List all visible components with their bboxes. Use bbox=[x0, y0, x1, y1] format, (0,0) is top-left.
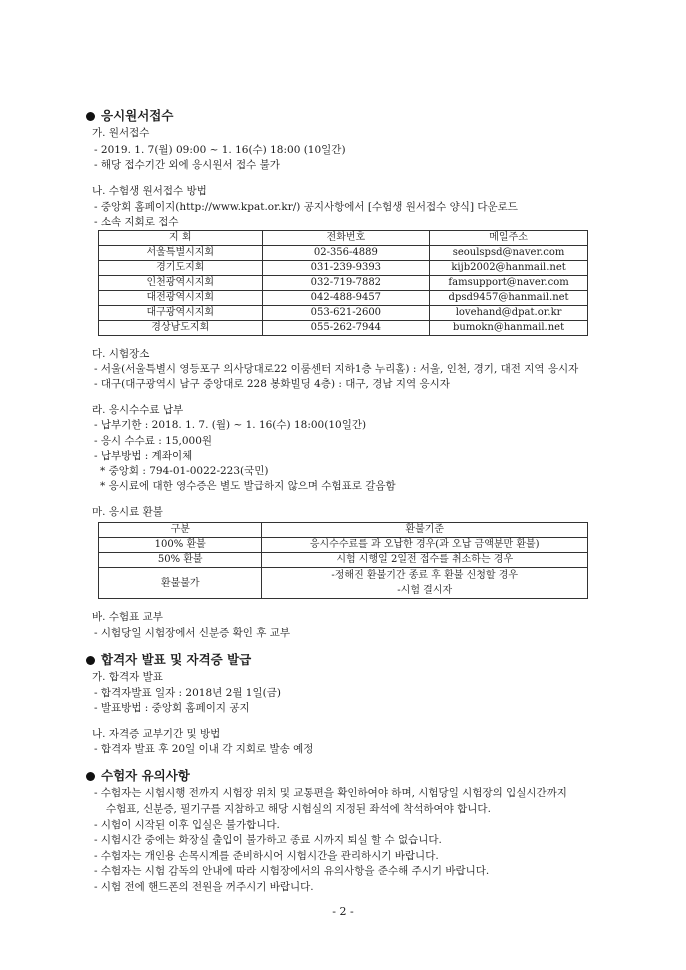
branch-phone: 02-356-4889 bbox=[262, 246, 430, 261]
subheading-method: 나. 수험생 원서접수 방법 bbox=[92, 185, 207, 197]
branch-phone: 032-719-7882 bbox=[262, 276, 430, 291]
refund-criteria: 시험 시행일 2일전 접수를 취소하는 경우 bbox=[262, 553, 588, 568]
table-row bbox=[99, 538, 588, 553]
section-title-application bbox=[86, 110, 173, 123]
subheading-fee: 라. 응시수수료 납부 bbox=[92, 404, 184, 416]
subheading-ticket: 바. 수험표 교부 bbox=[92, 611, 163, 623]
table-row bbox=[99, 291, 588, 306]
table-header-cell: 전화번호 bbox=[262, 231, 430, 246]
branch-name: 경상남도지회 bbox=[99, 321, 263, 336]
refund-criteria-line: -정해진 환불기간 종료 후 환불 신청할 경우 bbox=[331, 570, 519, 581]
table-row bbox=[99, 553, 588, 568]
branch-email: kijb2002@hanmail.net bbox=[430, 261, 588, 276]
list-item: - 시험시간 중에는 화장실 출입이 불가하고 종료 시까지 퇴실 할 수 없습니다. bbox=[94, 834, 442, 846]
table-header-cell: 환불기준 bbox=[262, 523, 588, 538]
list-item: - 수험자는 시험 감독의 안내에 따라 시험장에서의 유의사항을 준수해 주시기 바랍니다. bbox=[94, 865, 490, 877]
table-header-row bbox=[99, 231, 588, 246]
branch-name: 대구광역시지회 bbox=[99, 306, 263, 321]
list-item: - 수험자는 시험시행 전까지 시험장 위치 및 교통편을 확인하여야 하며, 시험당일 시험장의 입실시간까지 bbox=[94, 787, 567, 799]
refund-type: 50% 환불 bbox=[99, 553, 262, 568]
section-title-notices bbox=[86, 770, 190, 783]
branch-phone: 055-262-7944 bbox=[262, 321, 430, 336]
subheading-application: 가. 원서접수 bbox=[92, 127, 150, 139]
table-row bbox=[99, 276, 588, 291]
list-item: - 납부방법 : 계좌이체 bbox=[94, 450, 193, 462]
refund-table bbox=[98, 522, 588, 599]
list-item: - 해당 접수기간 외에 응시원서 접수 불가 bbox=[94, 159, 280, 171]
bullet-icon bbox=[86, 772, 95, 781]
table-row bbox=[99, 321, 588, 336]
section-title-text: 수험자 유의사항 bbox=[101, 768, 190, 783]
subheading-certificate: 나. 자격증 교부기간 및 방법 bbox=[92, 728, 221, 740]
refund-type: 환불불가 bbox=[99, 568, 262, 599]
branch-contact-table bbox=[98, 230, 588, 336]
table-row bbox=[99, 261, 588, 276]
list-item: - 대구(대구광역시 남구 중앙대로 228 봉화빌딩 4층) : 대구, 경남 지역 응시자 bbox=[94, 378, 450, 390]
list-item: - 서울(서울특별시 영등포구 의사당대로22 이룸센터 지하1층 누리홀) : 서울, 인천, 경기, 대전 지역 응시자 bbox=[94, 363, 579, 375]
branch-phone: 031-239-9393 bbox=[262, 261, 430, 276]
list-item: - 시험 전에 핸드폰의 전원을 꺼주시기 바랍니다. bbox=[94, 881, 314, 893]
list-item: - 합격자발표 일자 : 2018년 2월 1일(금) bbox=[94, 687, 281, 699]
refund-type: 100% 환불 bbox=[99, 538, 262, 553]
list-item: - 수험자는 개인용 손목시계를 준비하시어 시험시간을 관리하시기 바랍니다. bbox=[94, 850, 439, 862]
list-item: - 발표방법 : 중앙회 홈페이지 공지 bbox=[94, 702, 250, 714]
section-title-results bbox=[86, 654, 251, 667]
bullet-icon bbox=[86, 112, 95, 121]
subheading-announcement: 가. 합격자 발표 bbox=[92, 671, 163, 683]
branch-name: 경기도지회 bbox=[99, 261, 263, 276]
subheading-venue: 다. 시험장소 bbox=[92, 348, 150, 360]
table-header-cell: 지 회 bbox=[99, 231, 263, 246]
table-header-row bbox=[99, 523, 588, 538]
list-item: - 응시 수수료 : 15,000원 bbox=[94, 435, 213, 447]
section-title-text: 응시원서접수 bbox=[101, 108, 174, 123]
table-row bbox=[99, 246, 588, 261]
list-item: - 합격자 발표 후 20일 이내 각 지회로 발송 예정 bbox=[94, 743, 314, 755]
list-item: - 시험이 시작된 이후 입실은 불가합니다. bbox=[94, 819, 280, 831]
branch-name: 서울특별시지회 bbox=[99, 246, 263, 261]
section-title-text: 합격자 발표 및 자격증 발급 bbox=[101, 652, 252, 667]
list-item: - 납부기한 : 2018. 1. 7. (월) ~ 1. 16(수) 18:00(10일간) bbox=[94, 419, 367, 431]
table-header-cell: 구분 bbox=[99, 523, 262, 538]
branch-email: seoulspsd@naver.com bbox=[430, 246, 588, 261]
note-item: * 응시료에 대한 영수증은 별도 발급하지 않으며 수험표로 갈음함 bbox=[100, 480, 396, 492]
list-item: - 소속 지회로 접수 bbox=[94, 216, 179, 228]
table-header-cell: 메일주소 bbox=[430, 231, 588, 246]
refund-criteria bbox=[262, 568, 588, 599]
list-item: - 시험당일 시험장에서 신분증 확인 후 교부 bbox=[94, 627, 291, 639]
branch-phone: 042-488-9457 bbox=[262, 291, 430, 306]
branch-name: 인천광역시지회 bbox=[99, 276, 263, 291]
note-item: * 중앙회 : 794-01-0022-223(국민) bbox=[100, 465, 269, 477]
list-item: 수험표, 신분증, 필기구를 지참하고 해당 시험실의 지정된 좌석에 착석하여야 합니다. bbox=[106, 803, 491, 815]
list-item: - 2019. 1. 7(월) 09:00 ~ 1. 16(수) 18:00 (10일간) bbox=[94, 144, 346, 156]
branch-name: 대전광역시지회 bbox=[99, 291, 263, 306]
bullet-icon bbox=[86, 656, 95, 665]
list-item: - 중앙회 홈페이지(http://www.kpat.or.kr/) 공지사항에서 [수험생 원서접수 양식] 다운로드 bbox=[94, 201, 518, 213]
branch-email: dpsd9457@hanmail.net bbox=[430, 291, 588, 306]
table-row bbox=[99, 568, 588, 599]
branch-email: famsupport@naver.com bbox=[430, 276, 588, 291]
table-row bbox=[99, 306, 588, 321]
refund-criteria-line: -시험 결시자 bbox=[397, 585, 453, 596]
subheading-refund: 마. 응시료 환불 bbox=[92, 506, 163, 518]
branch-email: lovehand@dpat.or.kr bbox=[430, 306, 588, 321]
page-number: - 2 - bbox=[332, 905, 354, 918]
refund-criteria: 응시수수료를 과 오납한 경우(과 오납 금액분만 환불) bbox=[262, 538, 588, 553]
branch-email: bumokn@hanmail.net bbox=[430, 321, 588, 336]
branch-phone: 053-621-2600 bbox=[262, 306, 430, 321]
